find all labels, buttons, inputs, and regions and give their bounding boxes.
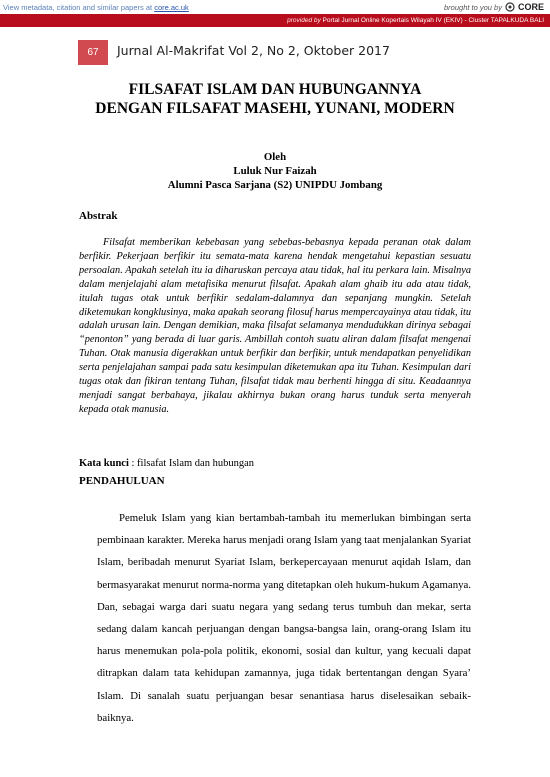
core-logo-text: CORE	[517, 2, 544, 12]
core-brand[interactable]	[444, 2, 544, 12]
title-line-2: DENGAN FILSAFAT MASEHI, YUNANI, MODERN	[95, 100, 455, 117]
paper-title	[0, 80, 550, 118]
abstract-heading: Abstrak	[79, 210, 118, 222]
journal-header: Jurnal Al-Makrifat Vol 2, No 2, Oktober 2017	[117, 43, 390, 58]
core-brought-text: brought to you by	[444, 2, 502, 12]
core-logo-icon	[505, 2, 515, 12]
keywords-label: Kata kunci	[79, 458, 129, 469]
author-by: Oleh	[263, 151, 287, 163]
title-line-1: FILSAFAT ISLAM DAN HUBUNGANNYA	[128, 81, 422, 98]
intro-heading: PENDAHULUAN	[79, 475, 165, 487]
keywords-text: : filsafat Islam dan hubungan	[128, 458, 254, 469]
author-affiliation: Alumni Pasca Sarjana (S2) UNIPDU Jombang	[167, 178, 383, 191]
core-metadata-note	[3, 3, 189, 12]
intro-paragraph: Pemeluk Islam yang kian bertambah-tambah itu memerlukan bimbingan serta pembinaan karakter. Mereka harus menjadi orang Islam yang taat menjalankan Syariat Islam, beribadah menurut Syariat Islam, berkepercayaan menurut aqidah Islam, dan bermasyarakat menurut norma-norma yang ditetapkan oleh hukum-hukum Agamanya. Dan, sebagai warga dari suatu negara yang sedang terus tumbuh dan mekar, serta sedang dalam kancah perjuangan dengan bangsa-bangsa lain, orang-orang Islam itu harus menemukan pola-pola politik, ekonomi, sosial dan kultur, yang kecuali dapat ditrapkan dalam tata kehidupan zamannya, juga tidak bertentangan dengan Syara’ Islam. Di sanalah suatu perjuangan besar senantiasa harus diselesaikan sebaik-baiknya.	[97, 512, 471, 724]
core-provided-prefix: provided by	[287, 17, 323, 24]
core-provided-bar	[0, 14, 550, 27]
author-block	[0, 151, 550, 192]
page-number-box	[78, 40, 108, 65]
core-banner	[0, 0, 550, 28]
core-provided-note[interactable]	[287, 17, 544, 24]
abstract-text: Filsafat memberikan kebebasan yang sebebas-bebasnya kepada peranan otak dalam berfikir. Pekerjaan berfikir itu semata-mata karena hendak mengetahui kepastian sesuatu persoalan. Apakah setelah itu ia diharuskan percaya atau tidak, hal itu perkara lain. Misalnya dalam menjelajahi alam metafisika menurut filsafat. Apakah alam ghaib itu ada atau tidak, itulah tugas otak untuk berfikir sedalam-dalamnya dan sepanjang mungkin. Setelah diketemukan kongklusinya, maka apakah seorang filosuf harus mempercayainya atau tidak, itu adalah urusan lain. Dengan demikian, maka filsafat selamanya mendudukkan dirinya sebagai “penonton” yang berada di luar garis. Ambillah contoh suatu aliran dalam filsafat mengenai Tuhan. Otak manusia digerakkan untuk berfikir dan berfikir, untuk mendapatkan penyelidikan serta penjelajahan sampai pada satu kesimpulan diketemukan apa itu Tuhan. Kesimpulan dari tugas otak dan fikiran tentang Tuhan, filsafat tidak mau berhenti hingga di situ. Keadaannya menjadi sangat berbahaya, jikalau akhirnya bukan orang harus tunduk serta menyerah kepada otak manusia.	[79, 237, 471, 415]
core-metadata-text: View metadata, citation and similar papers at	[3, 3, 155, 12]
page-number: 67	[87, 47, 99, 58]
keywords-line	[79, 458, 254, 469]
core-link[interactable]: core.ac.uk	[154, 3, 189, 12]
core-provider-name: Portal Jurnal Online Kopertais Wilayah IV (EKIV) - Cluster TAPALKUDA BALI	[322, 17, 544, 24]
core-top-line	[0, 0, 550, 14]
author-name: Luluk Nur Faizah	[233, 164, 317, 177]
